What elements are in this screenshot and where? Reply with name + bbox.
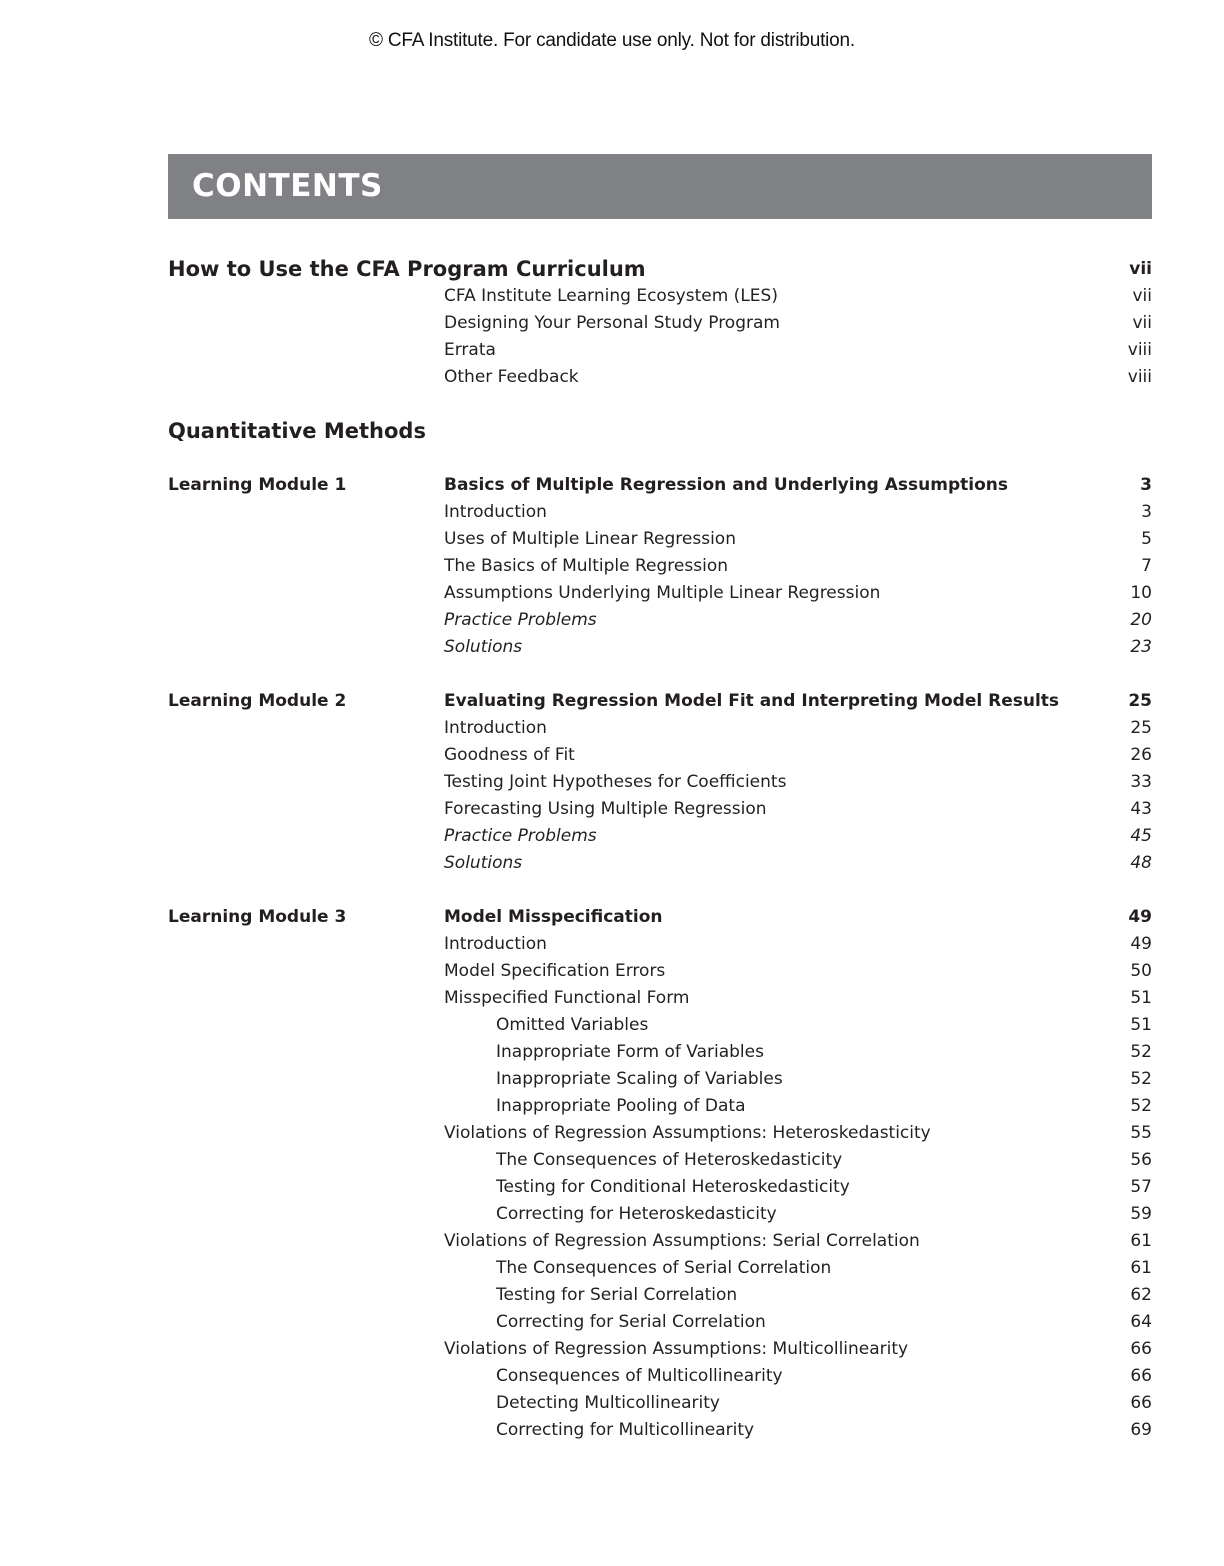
- intro-items: [168, 283, 1152, 391]
- toc-entry[interactable]: [168, 337, 1152, 364]
- learning-module-1: [168, 472, 1152, 661]
- toc-entry-title: Consequences of Multicollinearity: [496, 1366, 783, 1386]
- toc-entry-page: 25: [1130, 718, 1152, 738]
- toc-entry-title: Practice Problems: [444, 826, 597, 846]
- toc-entry-title: The Consequences of Serial Correlation: [496, 1258, 832, 1278]
- toc-entry-title: Correcting for Heteroskedasticity: [496, 1204, 777, 1224]
- toc-entry-title: Inappropriate Scaling of Variables: [496, 1069, 783, 1089]
- toc-entry[interactable]: [168, 985, 1152, 1012]
- toc-subentry[interactable]: [168, 1390, 1152, 1417]
- toc-entry-page: 48: [1130, 853, 1152, 873]
- toc-entry-page: 51: [1130, 1015, 1152, 1035]
- toc-entry-page: 20: [1130, 610, 1152, 630]
- toc-entry-title: Designing Your Personal Study Program: [444, 313, 780, 333]
- toc-entry-page: 23: [1130, 637, 1152, 657]
- toc-entry-title: Introduction: [444, 718, 547, 738]
- module-label: Learning Module 1: [168, 475, 347, 495]
- toc-entry-page: 10: [1130, 583, 1152, 603]
- module-page: 25: [1128, 691, 1152, 711]
- toc-subentry[interactable]: [168, 1201, 1152, 1228]
- toc-entry[interactable]: [168, 310, 1152, 337]
- module-label: Learning Module 2: [168, 691, 347, 711]
- toc-entry-page: viii: [1127, 340, 1152, 360]
- toc-subentry[interactable]: [168, 1039, 1152, 1066]
- module-page: 49: [1128, 907, 1152, 927]
- intro-heading-row[interactable]: [168, 254, 1152, 284]
- toc-entry-title: Correcting for Serial Correlation: [496, 1312, 766, 1332]
- toc-subentry[interactable]: [168, 1147, 1152, 1174]
- toc-entry-title: Violations of Regression Assumptions: Serial Correlation: [444, 1231, 920, 1251]
- toc-entry-page: 59: [1130, 1204, 1152, 1224]
- toc-entry-page: 61: [1130, 1231, 1152, 1251]
- toc-entry[interactable]: [168, 1336, 1152, 1363]
- toc-entry-title: The Basics of Multiple Regression: [444, 556, 728, 576]
- toc-entry-page: 51: [1130, 988, 1152, 1008]
- module-title: Model Misspecification: [444, 907, 663, 927]
- toc-entry-page: vii: [1132, 286, 1152, 306]
- toc-entry-page: 62: [1130, 1285, 1152, 1305]
- toc-entry-title: Assumptions Underlying Multiple Linear Regression: [444, 583, 881, 603]
- contents-banner: [168, 154, 1152, 219]
- contents-title: CONTENTS: [192, 168, 383, 204]
- toc-entry[interactable]: [168, 580, 1152, 607]
- toc-entry-title: Violations of Regression Assumptions: Heteroskedasticity: [444, 1123, 931, 1143]
- toc-subentry[interactable]: [168, 1093, 1152, 1120]
- toc-entry-page: 55: [1130, 1123, 1152, 1143]
- module-heading-row[interactable]: [168, 904, 1152, 931]
- module-title: Basics of Multiple Regression and Underlying Assumptions: [444, 475, 1009, 495]
- toc-subentry[interactable]: [168, 1309, 1152, 1336]
- toc-entry-solutions[interactable]: [168, 850, 1152, 877]
- toc-entry-title: Forecasting Using Multiple Regression: [444, 799, 767, 819]
- toc-subentry[interactable]: [168, 1363, 1152, 1390]
- toc-subentry[interactable]: [168, 1012, 1152, 1039]
- toc-entry[interactable]: [168, 499, 1152, 526]
- toc-entry[interactable]: [168, 283, 1152, 310]
- toc-entry[interactable]: [168, 742, 1152, 769]
- toc-entry-title: Introduction: [444, 934, 547, 954]
- toc-entry-page: 56: [1130, 1150, 1152, 1170]
- toc-entry-title: Model Specification Errors: [444, 961, 666, 981]
- toc-entry[interactable]: [168, 931, 1152, 958]
- intro-heading-title: How to Use the CFA Program Curriculum: [168, 257, 646, 281]
- toc-entry-page: 5: [1141, 529, 1152, 549]
- toc-entry-practice[interactable]: [168, 607, 1152, 634]
- toc-entry[interactable]: [168, 796, 1152, 823]
- module-page: 3: [1140, 475, 1152, 495]
- toc-subentry[interactable]: [168, 1174, 1152, 1201]
- module-heading-row[interactable]: [168, 688, 1152, 715]
- toc-entry-page: vii: [1132, 313, 1152, 333]
- toc-entry-page: 61: [1130, 1258, 1152, 1278]
- toc-entry-page: 52: [1130, 1096, 1152, 1116]
- toc-entry[interactable]: [168, 1228, 1152, 1255]
- toc-subentry[interactable]: [168, 1417, 1152, 1444]
- toc-entry-page: 49: [1130, 934, 1152, 954]
- toc-entry-solutions[interactable]: [168, 634, 1152, 661]
- toc-subentry[interactable]: [168, 1282, 1152, 1309]
- module-title: Evaluating Regression Model Fit and Interpreting Model Results: [444, 691, 1060, 711]
- toc-entry-page: 66: [1130, 1393, 1152, 1413]
- toc-entry-title: Inappropriate Pooling of Data: [496, 1096, 746, 1116]
- toc-entry-title: Testing for Conditional Heteroskedasticity: [496, 1177, 850, 1197]
- module-label: Learning Module 3: [168, 907, 347, 927]
- toc-subentry[interactable]: [168, 1255, 1152, 1282]
- learning-module-2: [168, 688, 1152, 877]
- toc-entry-title: Errata: [444, 340, 496, 360]
- toc-entry-title: Other Feedback: [444, 367, 579, 387]
- toc-entry-title: Goodness of Fit: [444, 745, 575, 765]
- toc-entry-title: Solutions: [444, 853, 523, 873]
- toc-entry-title: Testing Joint Hypotheses for Coefficients: [444, 772, 787, 792]
- toc-entry-title: Inappropriate Form of Variables: [496, 1042, 764, 1062]
- toc-entry-page: 7: [1141, 556, 1152, 576]
- toc-subentry[interactable]: [168, 1066, 1152, 1093]
- toc-entry-page: 26: [1130, 745, 1152, 765]
- intro-heading-page: vii: [1129, 259, 1152, 279]
- toc-entry-page: 66: [1130, 1366, 1152, 1386]
- toc-entry[interactable]: [168, 364, 1152, 391]
- toc-entry-title: Practice Problems: [444, 610, 597, 630]
- toc-entry-page: 57: [1130, 1177, 1152, 1197]
- toc-entry-page: 64: [1130, 1312, 1152, 1332]
- toc-entry-page: 3: [1141, 502, 1152, 522]
- toc-entry-page: 43: [1130, 799, 1152, 819]
- toc-entry-title: Omitted Variables: [496, 1015, 649, 1035]
- toc-entry[interactable]: [168, 1120, 1152, 1147]
- toc-entry-page: 33: [1130, 772, 1152, 792]
- learning-module-3: [168, 904, 1152, 1444]
- toc-entry[interactable]: [168, 958, 1152, 985]
- toc-entry-title: Violations of Regression Assumptions: Multicollinearity: [444, 1339, 909, 1359]
- toc-entry[interactable]: [168, 769, 1152, 796]
- toc-entry-page: 50: [1130, 961, 1152, 981]
- toc-entry-title: Correcting for Multicollinearity: [496, 1420, 755, 1440]
- toc-entry-page: 45: [1130, 826, 1152, 846]
- toc-entry-page: 69: [1130, 1420, 1152, 1440]
- section-heading: Quantitative Methods: [168, 419, 426, 443]
- toc-entry-title: Uses of Multiple Linear Regression: [444, 529, 736, 549]
- toc-entry-page: 52: [1130, 1042, 1152, 1062]
- toc-entry-title: Detecting Multicollinearity: [496, 1393, 720, 1413]
- toc-entry-page: viii: [1127, 367, 1152, 387]
- copyright-notice: © CFA Institute. For candidate use only. Not for distribution.: [369, 30, 855, 51]
- toc-entry-title: CFA Institute Learning Ecosystem (LES): [444, 286, 778, 306]
- toc-entry[interactable]: [168, 553, 1152, 580]
- module-heading-row[interactable]: [168, 472, 1152, 499]
- toc-entry-title: Testing for Serial Correlation: [496, 1285, 738, 1305]
- toc-entry-practice[interactable]: [168, 823, 1152, 850]
- toc-entry-title: Misspecified Functional Form: [444, 988, 690, 1008]
- toc-entry-page: 52: [1130, 1069, 1152, 1089]
- toc-entry-page: 66: [1130, 1339, 1152, 1359]
- toc-entry[interactable]: [168, 526, 1152, 553]
- toc-entry-title: The Consequences of Heteroskedasticity: [496, 1150, 843, 1170]
- toc-entry[interactable]: [168, 715, 1152, 742]
- toc-entry-title: Introduction: [444, 502, 547, 522]
- toc-entry-title: Solutions: [444, 637, 523, 657]
